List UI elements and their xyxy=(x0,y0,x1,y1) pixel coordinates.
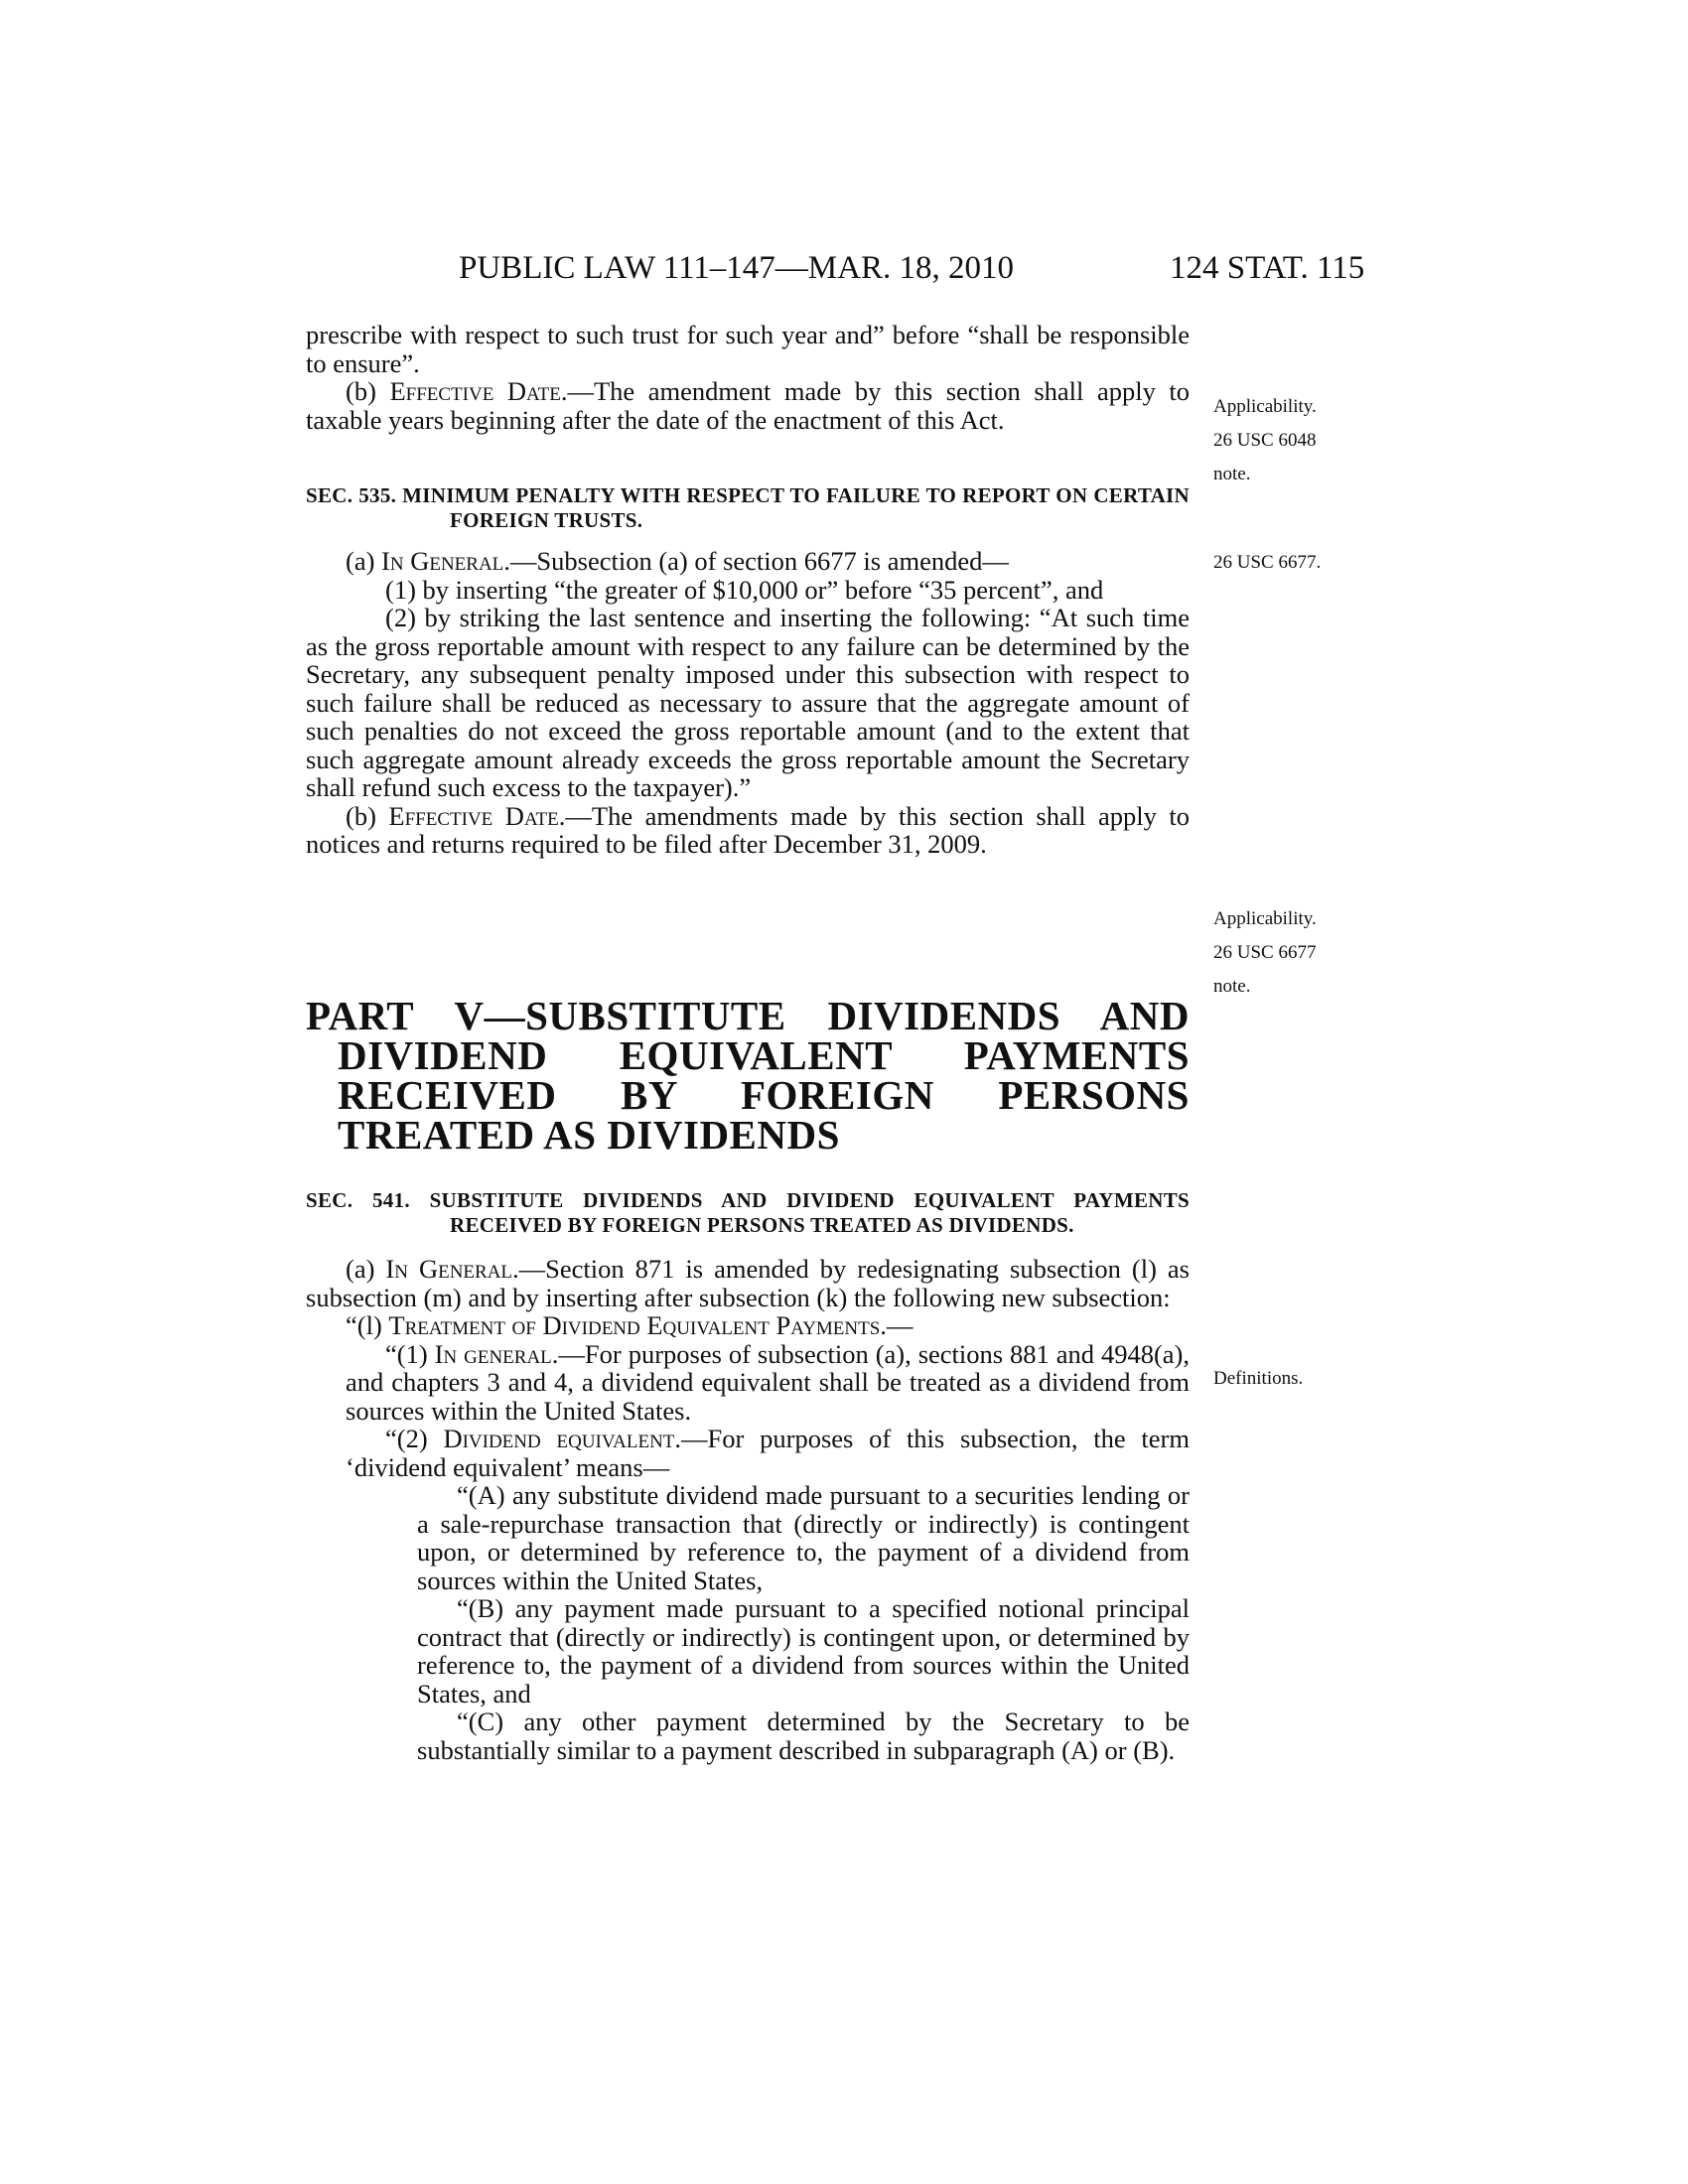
paragraph-1-in-general: “(1) In general.—For purposes of subsection (a), sections 881 and 4948(a), and chapters 3 and 4, a dividend equivalent shall be treated as a dividend from sources within the United States. xyxy=(346,1338,1191,1426)
margin-note-applicability-6048: Applicability. 26 USC 6048 note. xyxy=(1213,396,1317,484)
margin-note-definitions: Definitions. xyxy=(1213,1368,1304,1389)
running-header-stat-page: 124 STAT. 115 xyxy=(1170,250,1365,286)
section-541 xyxy=(306,1188,1190,1764)
section-535-subsection-b: (b) Effective Date.—The amendments made by this section shall apply to notices and returns required to be filed after December 31, 2009. xyxy=(306,800,1190,859)
section-535 xyxy=(306,483,1190,859)
subparagraph-a: “(A) any substitute dividend made pursuant to a securities lending or a sale-repurchase transaction that (directly or indirectly) is contingent upon, or determined by reference to, the payment of a dividend from sources within the United States, xyxy=(417,1480,1190,1595)
margin-note-6677: 26 USC 6677. xyxy=(1213,552,1322,573)
subparagraph-c: “(C) any other payment determined by the Secretary to be substantially similar to a payment described in subparagraph (A) or (B). xyxy=(417,1706,1190,1765)
margin-note-applicability-6677: Applicability. 26 USC 6677 note. xyxy=(1213,908,1317,997)
section-541-heading: SEC. 541. SUBSTITUTE DIVIDENDS AND DIVIDEND EQUIVALENT PAYMENTS RECEIVED BY FOREIGN PERSONS TREATED AS DIVIDENDS. xyxy=(306,1188,1190,1237)
section-535-paragraph-2: (2) by striking the last sentence and inserting the following: “At such time as the gross reportable amount with respect to any failure can be determined by the Secretary, any subsequent penalty imposed under this subsection with respect to such failure shall be reduced as necessary to assure that the aggregate amount of such penalties do not exceed the gross reportable amount (and to the extent that such aggregate amount already exceeds the gross reportable amount the Secretary shall refund such excess to the taxpayer).” xyxy=(306,603,1190,802)
section-541-subsection-a: (a) In General.—Section 871 is amended by redesignating subsection (l) as subsection (m) and by inserting after subsection (k) the following new subsection: xyxy=(306,1254,1190,1312)
running-header-title: PUBLIC LAW 111–147—MAR. 18, 2010 xyxy=(459,250,1014,286)
effective-date-heading: Effective Date. xyxy=(389,376,568,406)
part-v-title: PART V—SUBSTITUTE DIVIDENDS AND DIVIDEND EQUIVALENT PAYMENTS RECEIVED BY FOREIGN PERSONS TREATED AS DIVIDENDS xyxy=(306,993,1190,1158)
paragraph-2-dividend-equivalent: “(2) Dividend equivalent.—For purposes of this subsection, the term ‘dividend equivalent’ means— xyxy=(346,1424,1190,1482)
section-535-heading: SEC. 535. MINIMUM PENALTY WITH RESPECT TO FAILURE TO REPORT ON CERTAIN FOREIGN TRUSTS. xyxy=(306,483,1190,532)
subparagraphs xyxy=(306,1481,1190,1764)
part-v-block xyxy=(306,993,1190,1158)
subsection-l-body xyxy=(306,1340,1190,1482)
subparagraph-b: “(B) any payment made pursuant to a specified notional principal contract that (directly or indirectly) is contingent upon, or determined by reference to, the payment of a dividend from sources within the United States, and xyxy=(417,1593,1190,1708)
section-535-paragraph-1: (1) by inserting “the greater of $10,000 or” before “35 percent”, and xyxy=(385,574,1104,605)
carry-over-block xyxy=(306,321,1190,434)
section-535-subsection-a: (a) In General.—Subsection (a) of section 6677 is amended— xyxy=(346,546,1009,576)
subsection-l-heading: “(l) Treatment of Dividend Equivalent Payments.— xyxy=(346,1310,914,1340)
carry-over-paragraph: prescribe with respect to such trust for such year and” before “shall be responsible to ensure”. xyxy=(306,320,1190,378)
effective-date-paragraph-534: (b) Effective Date.—The amendment made by this section shall apply to taxable years beginning after the date of the enactment of this Act. xyxy=(306,376,1190,435)
